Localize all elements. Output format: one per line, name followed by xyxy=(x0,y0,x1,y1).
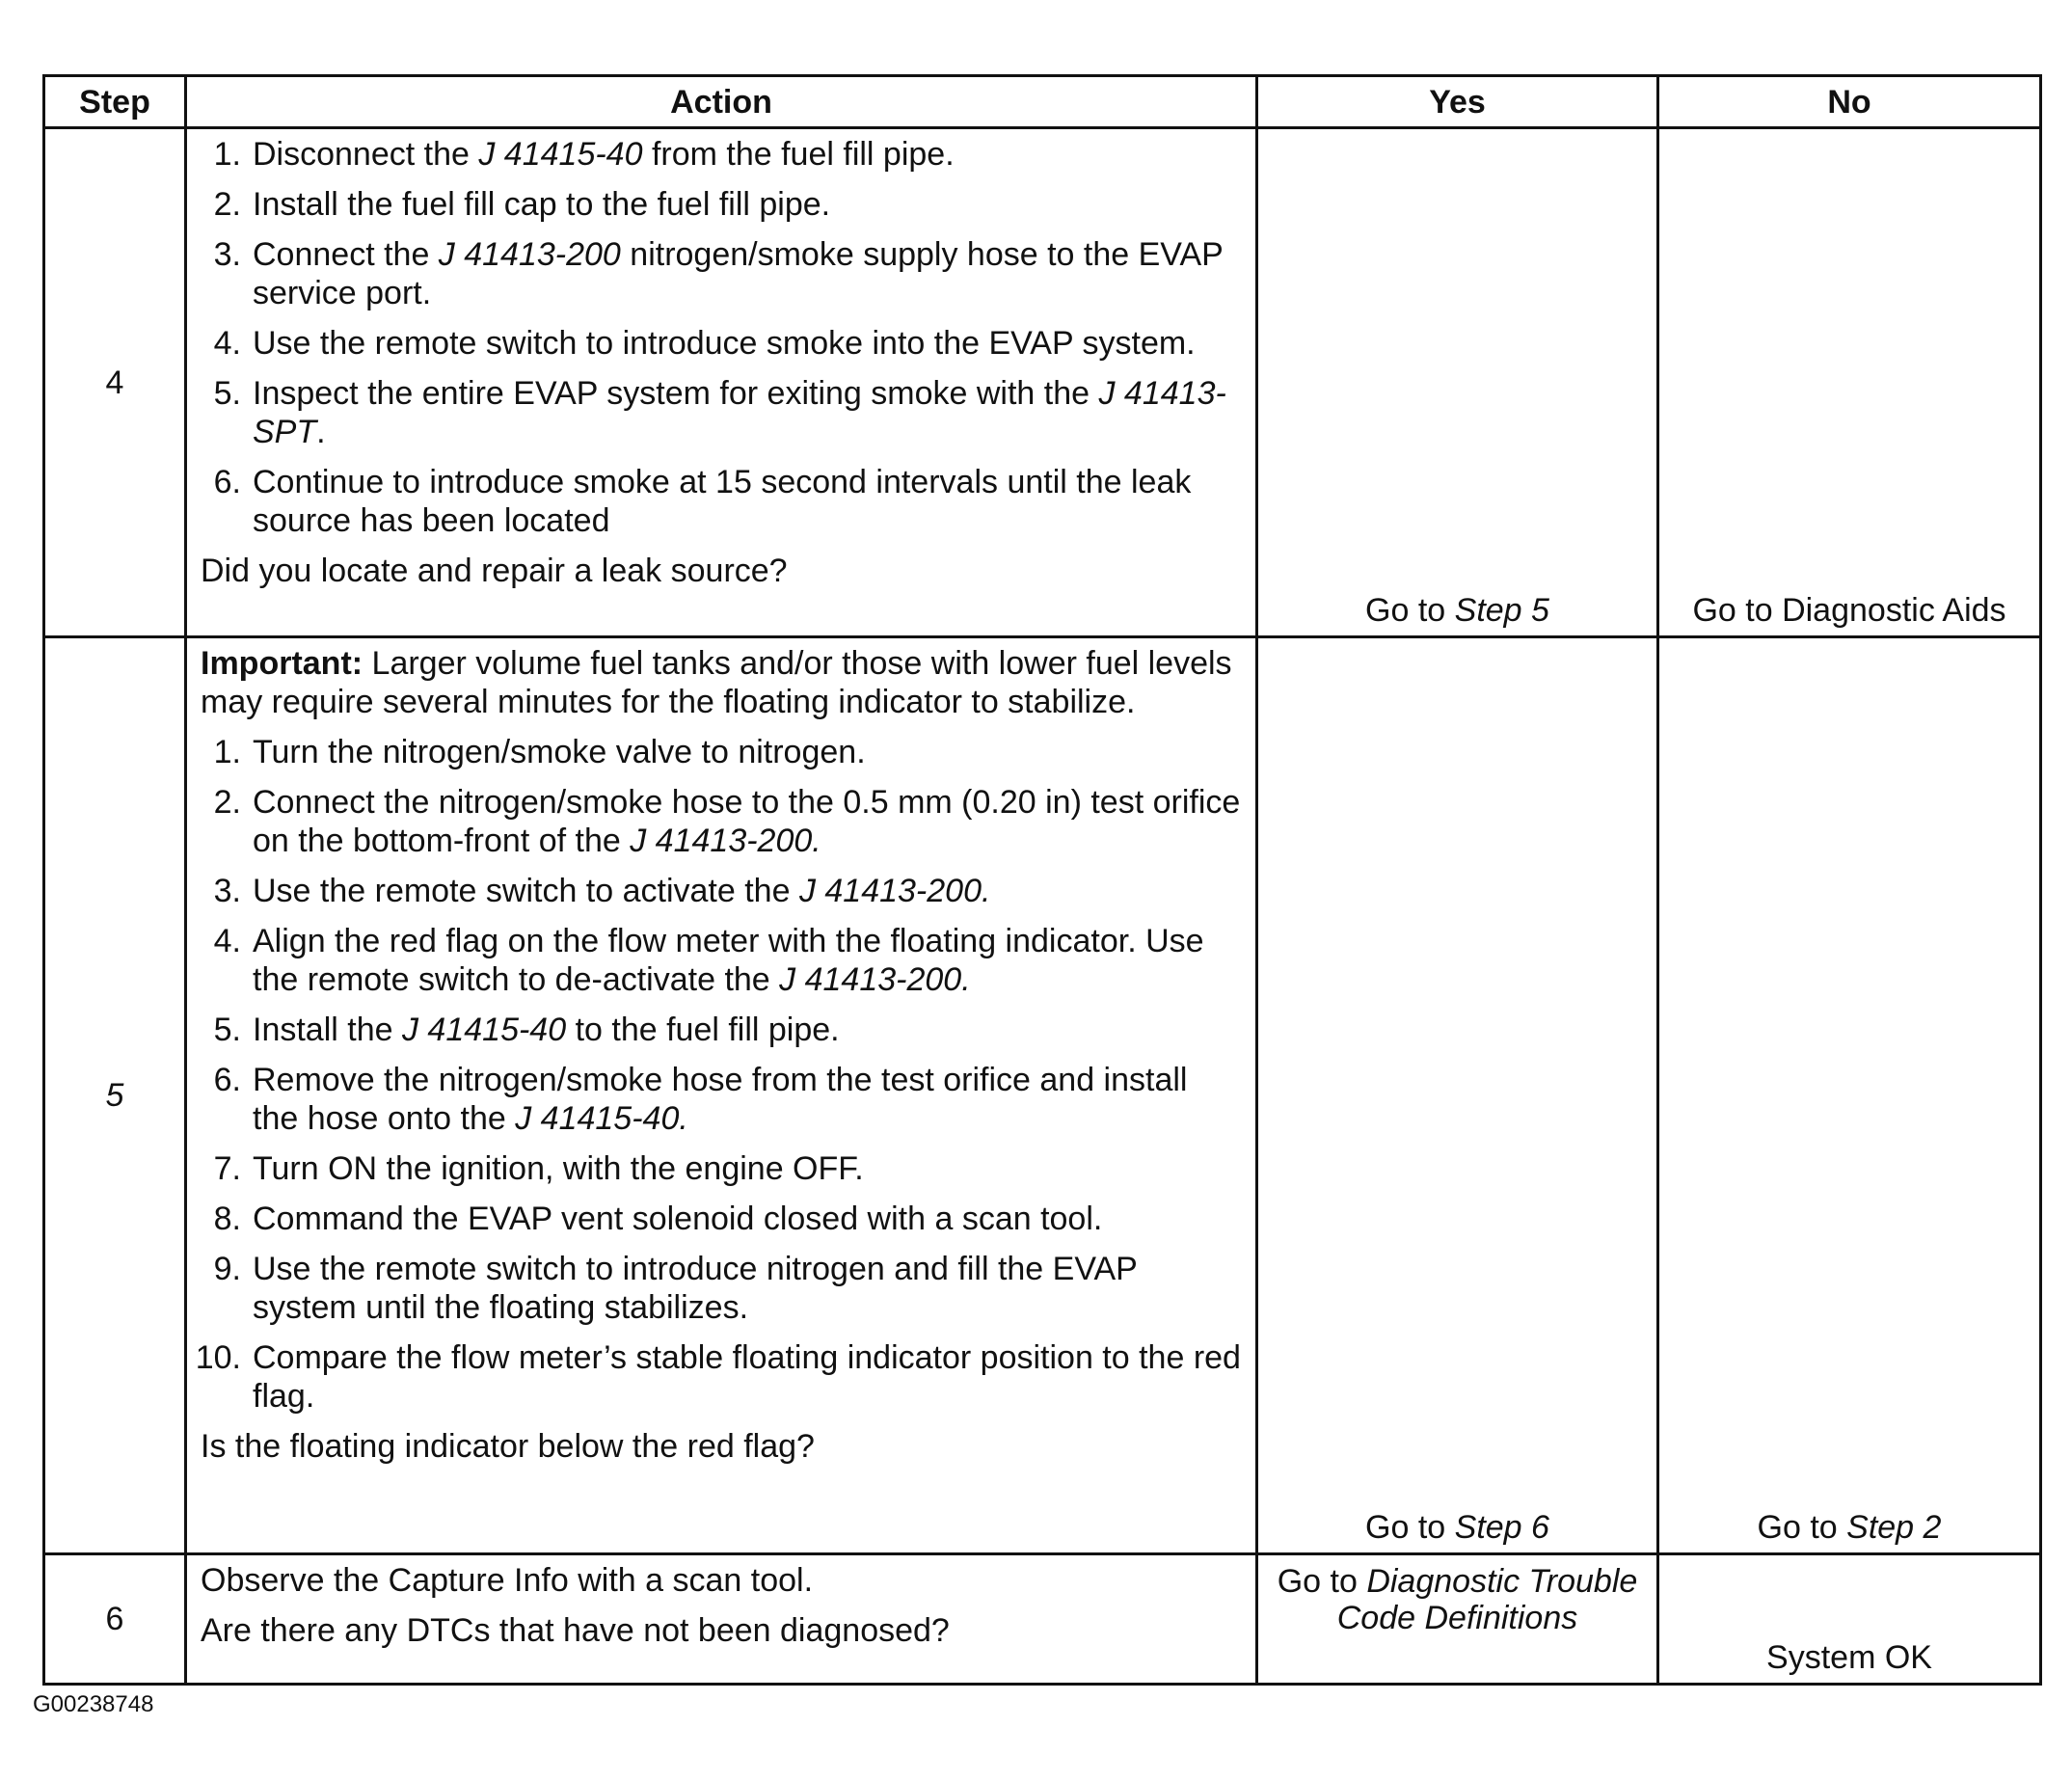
action-cell xyxy=(186,637,1257,1554)
no-cell: Go to Diagnostic Aids xyxy=(1658,128,2041,637)
list-item: 1. Turn the nitrogen/smoke valve to nitrogen. xyxy=(213,734,866,770)
question-text: Is the floating indicator below the red flag? xyxy=(201,1428,815,1465)
step-number: 6 xyxy=(44,1554,186,1685)
list-item: 3. Connect the J 41413-200 nitrogen/smoke supply hose to the EVAP service port. xyxy=(213,236,1224,311)
list-item: 1. Disconnect the J 41415-40 from the fuel fill pipe. xyxy=(213,136,955,173)
list-item: 6. Continue to introduce smoke at 15 second intervals until the leak source has been located xyxy=(213,464,1192,539)
action-list xyxy=(195,733,1242,1416)
no-cell: Go to Step 2 xyxy=(1658,637,2041,1554)
list-item: 2. Connect the nitrogen/smoke hose to the 0.5 mm (0.20 in) test orifice on the bottom-front of the J 41413-200. xyxy=(213,784,1241,859)
yes-cell: Go to Diagnostic Trouble Code Definitions xyxy=(1257,1554,1658,1685)
important-label: Important: xyxy=(201,645,363,682)
table-row xyxy=(44,637,2041,1554)
action-cell xyxy=(186,1554,1257,1685)
list-item: 4. Align the red flag on the flow meter with the floating indicator. Use the remote switch to de-activate the J 41413-200. xyxy=(213,923,1204,998)
header-row xyxy=(44,76,2041,128)
header-action: Action xyxy=(186,76,1257,128)
list-item: 7. Turn ON the ignition, with the engine OFF. xyxy=(213,1150,864,1187)
yes-cell: Go to Step 6 xyxy=(1257,637,1658,1554)
table-row xyxy=(44,128,2041,637)
step-number: 5 xyxy=(44,637,186,1554)
step-number: 4 xyxy=(44,128,186,637)
list-item: 3. Use the remote switch to activate the J 41413-200. xyxy=(213,873,991,909)
question-text: Did you locate and repair a leak source? xyxy=(201,553,788,589)
list-item: 6. Remove the nitrogen/smoke hose from the test orifice and install the hose onto the J 41415-40. xyxy=(213,1062,1188,1137)
no-cell: System OK xyxy=(1658,1554,2041,1685)
list-item: 5. Inspect the entire EVAP system for exiting smoke with the J 41413-SPT. xyxy=(213,375,1226,450)
header-yes: Yes xyxy=(1257,76,1658,128)
list-item: 5. Install the J 41415-40 to the fuel fill pipe. xyxy=(213,1012,840,1048)
list-item: 4. Use the remote switch to introduce smoke into the EVAP system. xyxy=(213,325,1196,362)
header-no: No xyxy=(1658,76,2041,128)
list-item: 10. Compare the flow meter’s stable floating indicator position to the red flag. xyxy=(195,1339,1241,1415)
list-item: 2. Install the fuel fill cap to the fuel fill pipe. xyxy=(213,186,831,223)
yes-cell: Go to Step 5 xyxy=(1257,128,1658,637)
action-list xyxy=(201,135,1242,540)
action-cell xyxy=(186,128,1257,637)
diagnostic-table xyxy=(42,74,2042,1686)
action-text: Observe the Capture Info with a scan tool. xyxy=(201,1562,814,1599)
list-item: 9. Use the remote switch to introduce nitrogen and fill the EVAP system until the floating stabilizes. xyxy=(213,1251,1138,1326)
list-item: 8. Command the EVAP vent solenoid closed with a scan tool. xyxy=(213,1201,1103,1237)
important-note: Important: Larger volume fuel tanks and/or those with lower fuel levels may require several minutes for the floating indicator to stabilize. xyxy=(201,645,1232,720)
figure-id: G00238748 xyxy=(33,1691,154,1717)
question-text: Are there any DTCs that have not been diagnosed? xyxy=(201,1612,950,1649)
header-step: Step xyxy=(44,76,186,128)
table-row xyxy=(44,1554,2041,1685)
